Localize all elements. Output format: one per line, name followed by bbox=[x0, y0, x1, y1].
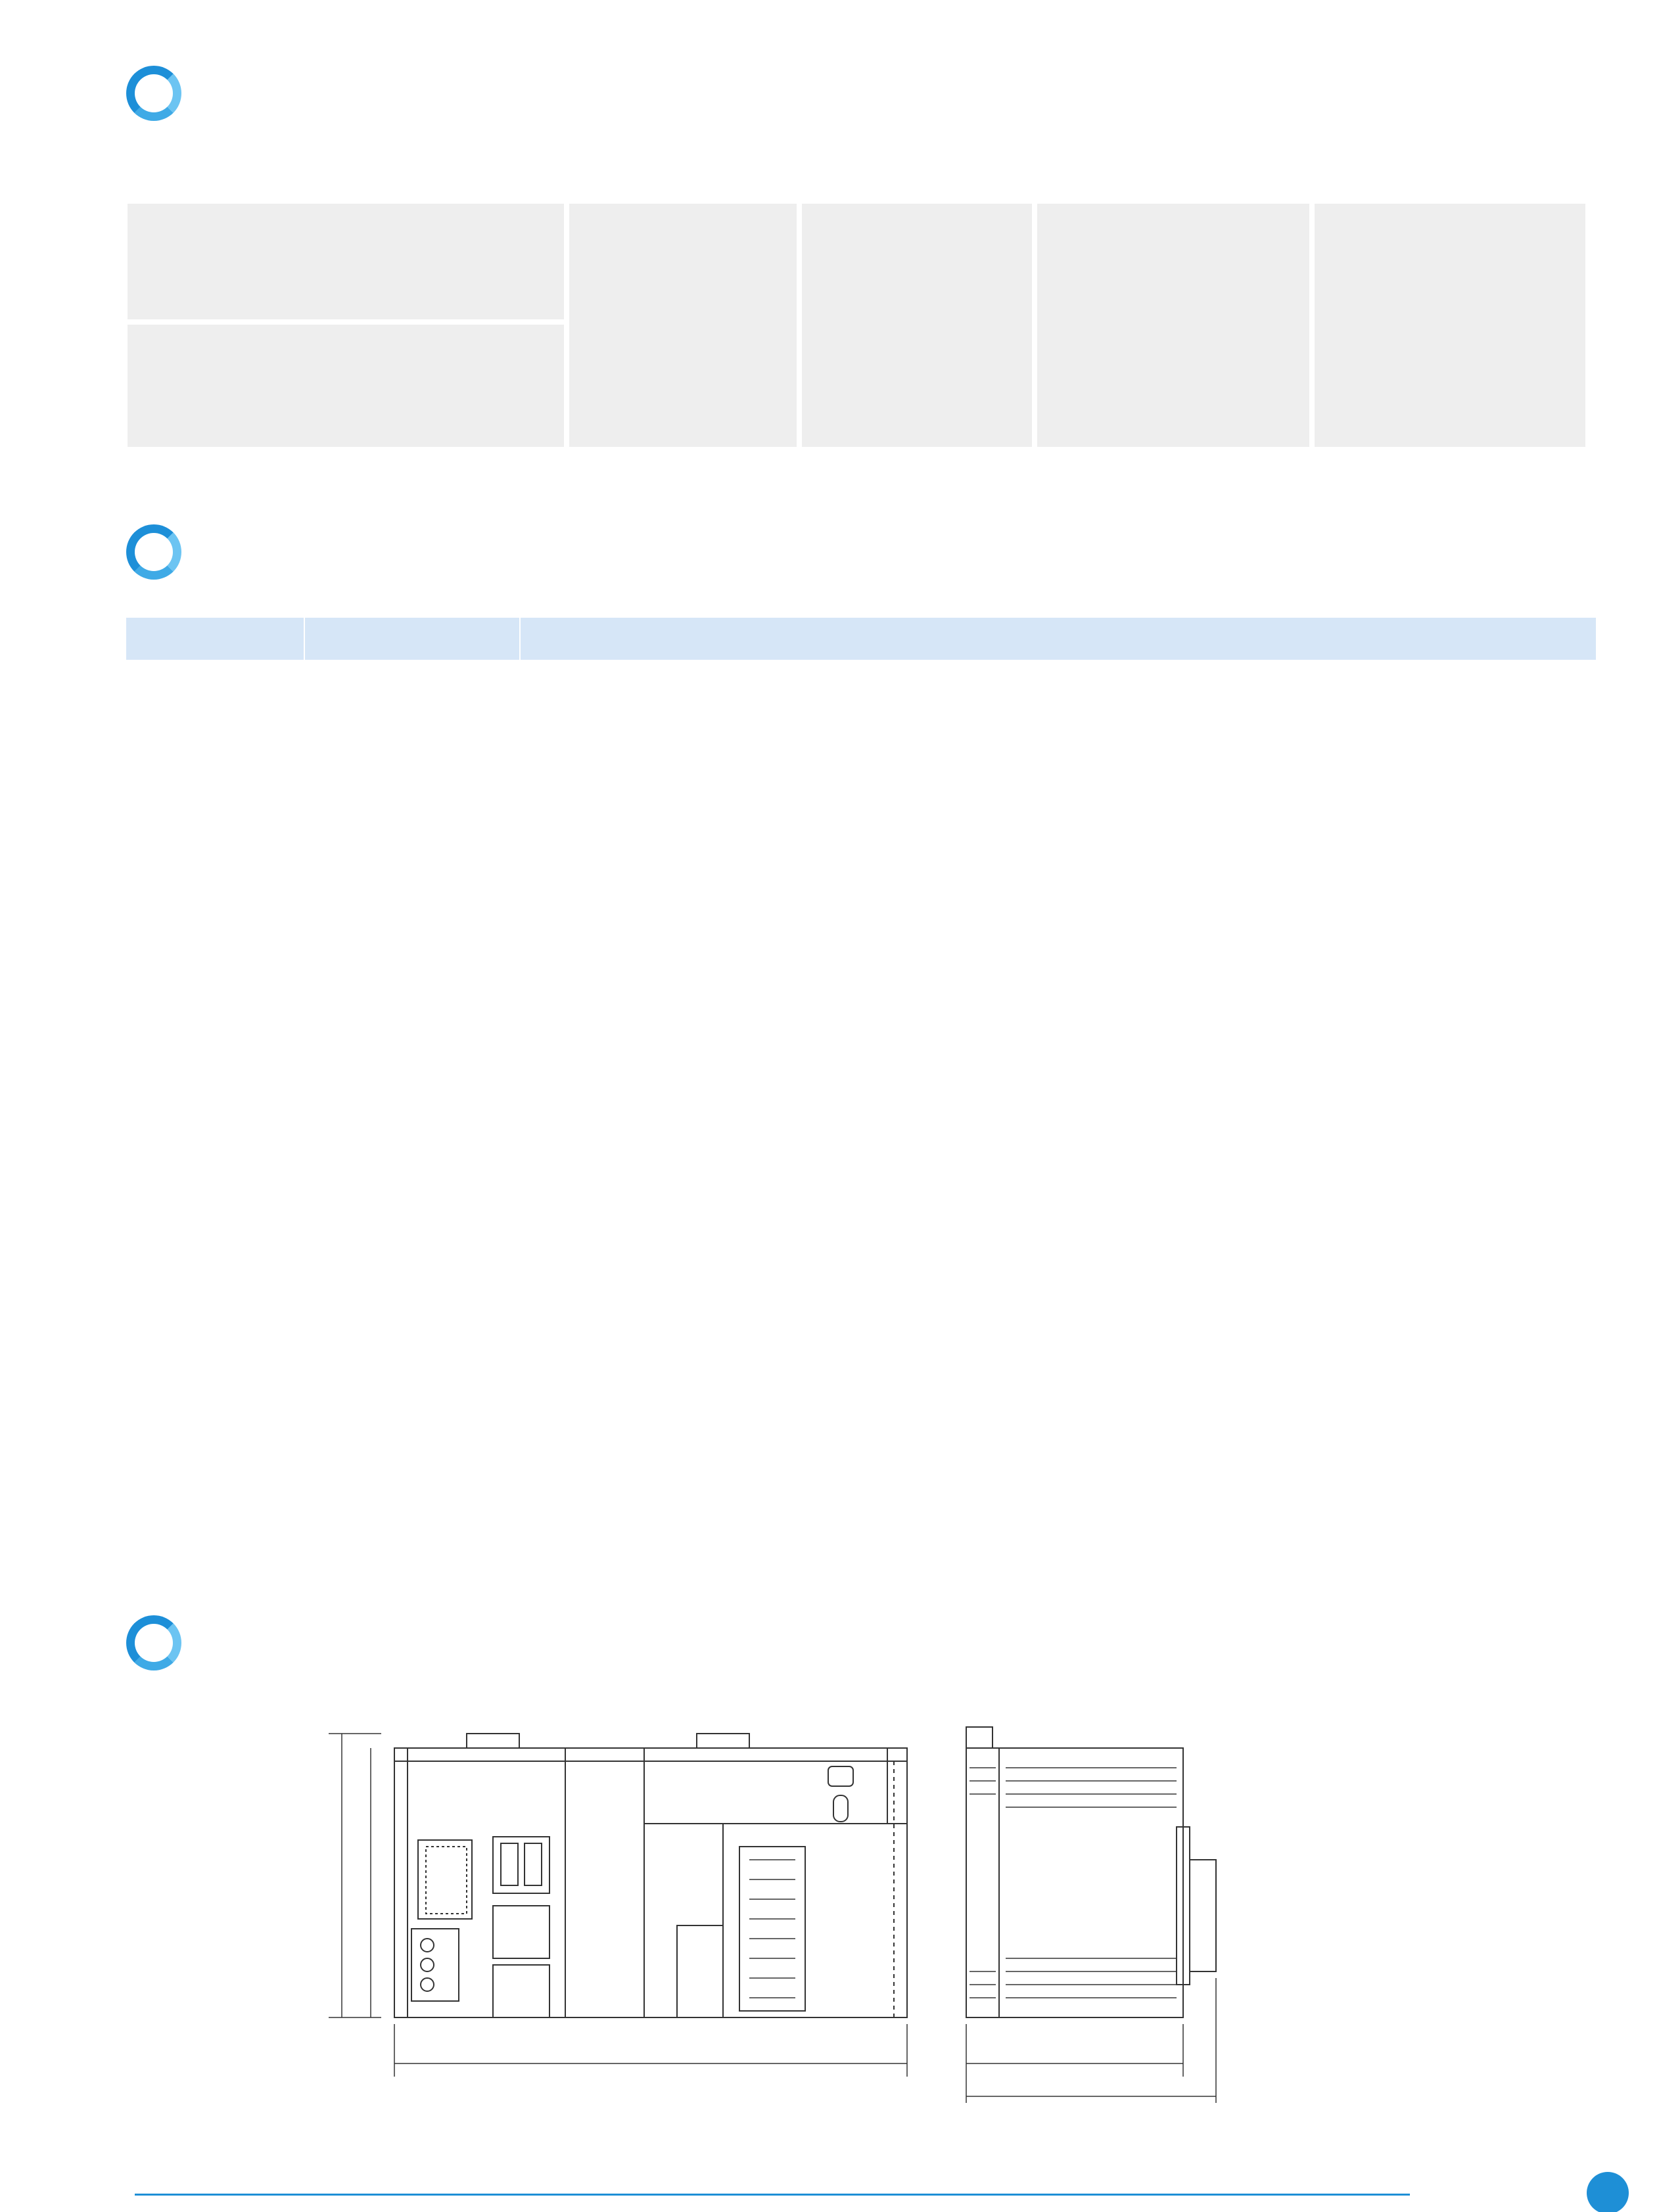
ring-icon bbox=[126, 1615, 181, 1671]
ring-icon bbox=[126, 66, 181, 121]
ring-icon bbox=[126, 524, 181, 580]
cell-hardware bbox=[569, 204, 797, 447]
dimension-drawing bbox=[302, 1709, 1262, 2136]
naming-table bbox=[128, 204, 1585, 447]
spec-table bbox=[126, 618, 1596, 660]
speed-label bbox=[126, 660, 315, 782]
cell-io bbox=[1037, 204, 1309, 447]
cell-series bbox=[128, 325, 564, 447]
cell-family bbox=[128, 204, 564, 319]
spec-header-row bbox=[126, 618, 1596, 660]
header-spec bbox=[519, 618, 1596, 660]
code-markers bbox=[631, 164, 1091, 193]
model-code bbox=[631, 117, 1091, 156]
dims-heading bbox=[126, 1615, 210, 1671]
page-number bbox=[1587, 2172, 1629, 2212]
cell-axis bbox=[802, 204, 1032, 447]
front-view bbox=[394, 1734, 907, 2017]
footer-line bbox=[135, 2194, 1410, 2196]
cell-output bbox=[1315, 204, 1585, 447]
header-item bbox=[126, 618, 304, 660]
header-blank bbox=[304, 618, 519, 660]
side-view bbox=[966, 1727, 1216, 2017]
naming-heading bbox=[126, 66, 210, 121]
spec-heading bbox=[126, 524, 210, 580]
